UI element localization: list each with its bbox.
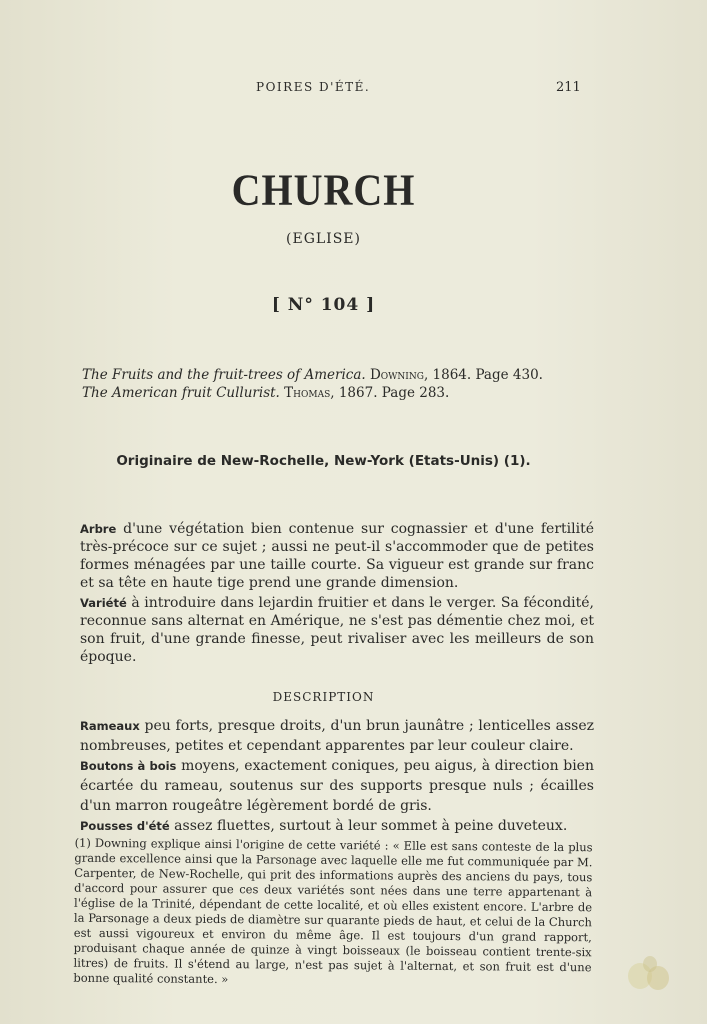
- running-title: POIRES D'ÉTÉ.: [256, 80, 371, 94]
- description-item: [80, 756, 594, 816]
- description-text: moyens, exactement coniques, peu aigus, à direction bien écartée du rameau, soutenus sur des supports presque nuls ; écailles d'un marron rougeâtre légèrement bordé de gris.: [80, 758, 594, 814]
- paragraph-lead: Variété: [80, 596, 127, 610]
- reference-details: , 1864. Page 430.: [423, 367, 543, 383]
- reference-details: , 1867. Page 283.: [330, 385, 450, 401]
- references: [82, 366, 602, 402]
- variety-number: [ N° 104 ]: [271, 295, 376, 315]
- running-head: [0, 80, 707, 100]
- paragraph-lead: Arbre: [80, 522, 117, 536]
- description-item: [80, 816, 594, 836]
- description-text: assez fluettes, surtout à leur sommet à peine duveteux.: [169, 818, 568, 834]
- paragraph-text: à introduire dans lejardin fruitier et dans le verger. Sa fécondité, reconnue sans alternat en Amérique, ne s'est pas démentie chez moi, et son fruit, d'une grande finesse, peut rivaliser avec les meilleurs de son époque.: [80, 595, 594, 665]
- page-number: 211: [556, 80, 581, 95]
- reference-work: The Fruits and the fruit-trees of America.: [82, 367, 366, 383]
- footnote-text: (1) Downing explique ainsi l'origine de cette variété : « Elle est sans conteste de la plus grande excellence ainsi que la Parsonage avec laquelle elle me fut communiquée par M. Carpenter, de New-Rochelle, qui prit des informations auprès des anciens du pays, tous d'accord pour assurer que ces deux variétés sont nées dans une terre appartenant à l'église de la Trinité, dépendant de cette localité, et où elles existent encore. L'arbre de la Parsonage a deux pieds de diamètre sur quarante pieds de haut, et celui de la Church est aussi vigoureux et environ du même âge. Il est toujours d'un grand rapport, produisant chaque année de quinze à vingt boisseaux (le boisseau contient trente-six litres) de fruits. Il s'étend au large, n'est pas sujet à l'alternat, et son fruit est d'une bonne qualité constante. »: [73, 835, 593, 987]
- page-title: CHURCH: [231, 164, 416, 215]
- reference-work: The American fruit Cullurist.: [82, 385, 280, 401]
- description-text: peu forts, presque droits, d'un brun jaunâtre ; lenticelles assez nombreuses, petites et cependant apparentes par leur couleur claire.: [80, 718, 594, 754]
- pear-stamp-icon: [610, 948, 680, 994]
- description-lead: Boutons à bois: [80, 759, 177, 773]
- description-item: [80, 716, 594, 756]
- paragraph-text: d'une végétation bien contenue sur cognassier et d'une fertilité très-précoce sur ce sujet ; aussi ne peut-il s'accommoder que de petites formes ménagées par une taille courte. Sa vigueur est grande sur franc et sa tête en haute tige prend une grande dimension.: [80, 521, 594, 591]
- paragraph: [80, 520, 594, 592]
- page-subtitle: (EGLISE): [286, 231, 361, 247]
- description-lead: Rameaux: [80, 719, 140, 733]
- section-title: DESCRIPTION: [272, 690, 375, 704]
- description: [80, 716, 594, 836]
- footnote: [73, 836, 592, 991]
- reference-author: Thomas: [284, 385, 331, 401]
- paragraph: [80, 594, 594, 666]
- origin-line: Originaire de New-Rochelle, New-York (Etats-Unis) (1).: [116, 453, 531, 469]
- body-text: [80, 520, 594, 668]
- reference-line: [82, 384, 602, 402]
- description-lead: Pousses d'été: [80, 819, 170, 833]
- reference-author: Downing: [369, 367, 424, 383]
- reference-line: [82, 366, 602, 384]
